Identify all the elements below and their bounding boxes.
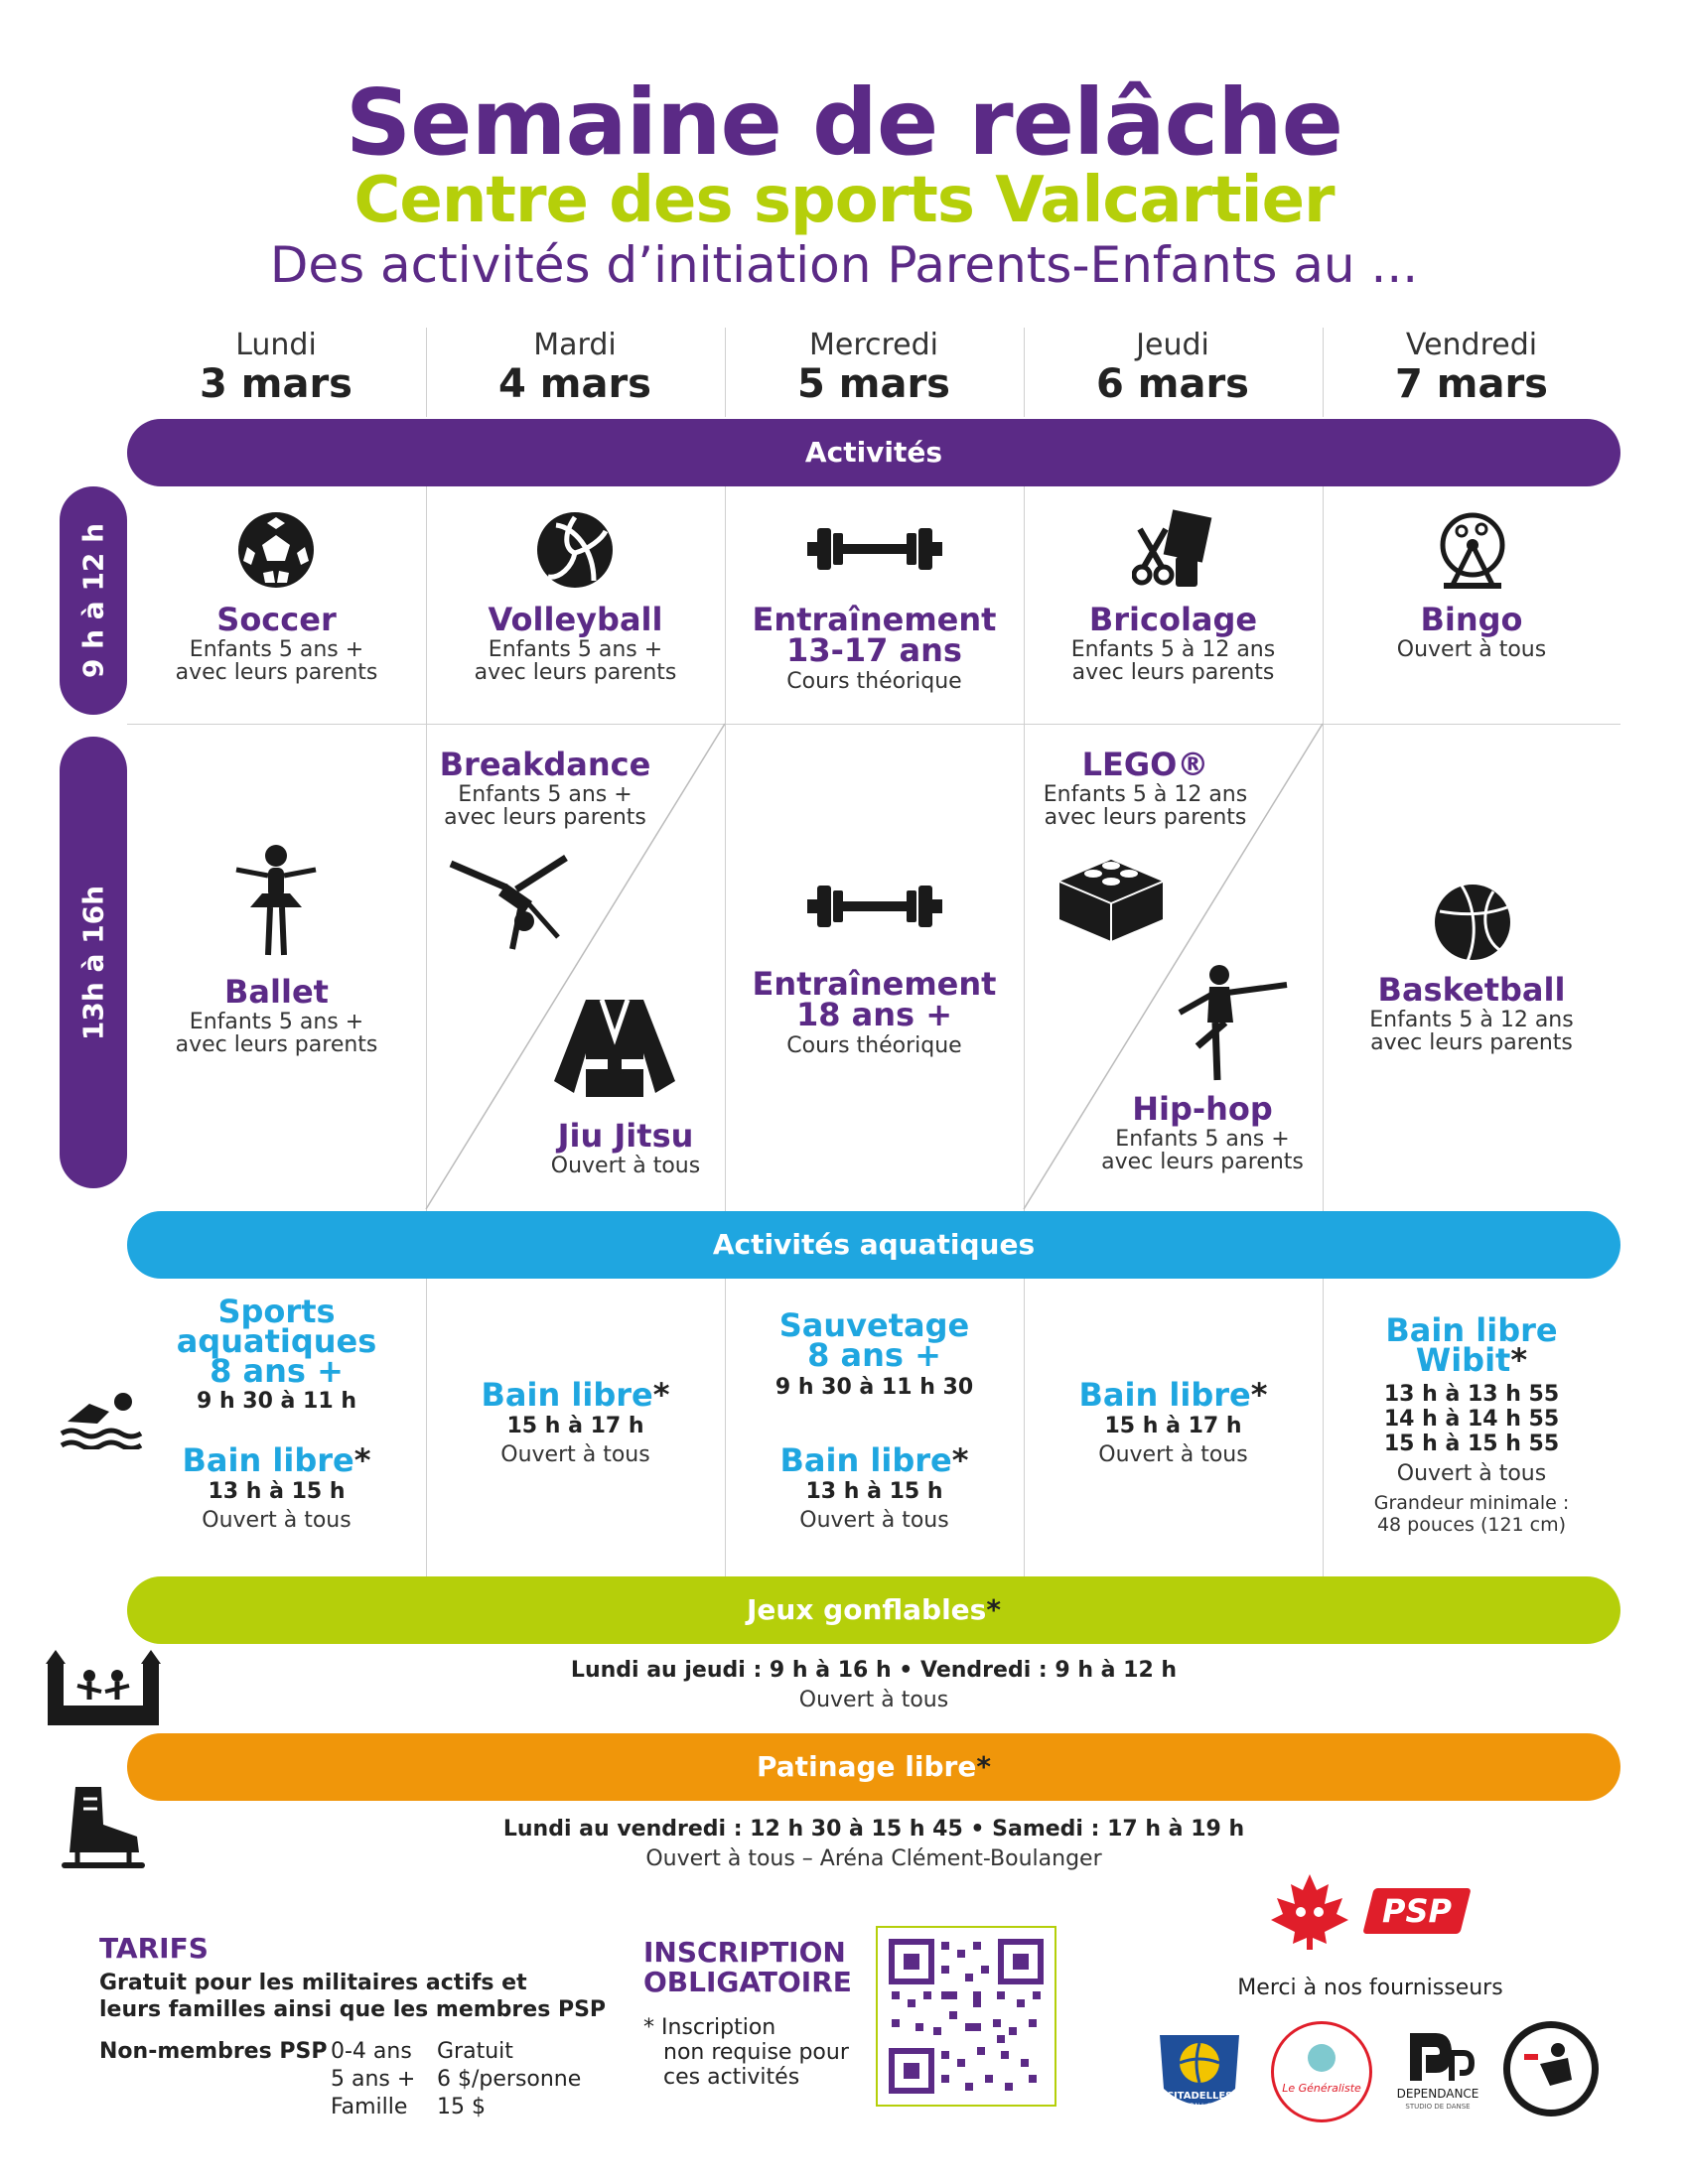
activity-name: Entraînement	[752, 965, 997, 1003]
aquatic-note: Ouvert à tous	[1098, 1442, 1248, 1467]
aquatic-note: Ouvert à tous	[1396, 1461, 1547, 1486]
afternoon-slot-label: 13h à 16h	[76, 885, 110, 1040]
activities-banner-label: Activités	[804, 436, 943, 469]
aquatic-note: Ouvert à tous	[500, 1442, 650, 1467]
aquatic-time: 15 h à 15 h 55	[1383, 1432, 1560, 1456]
inflatable-schedule: Lundi au jeudi : 9 h à 16 h • Vendredi : 9 h à 12 h	[570, 1658, 1178, 1683]
inflatable-banner-label: Jeux gonflables	[747, 1593, 987, 1626]
activity-name: Bingo	[1420, 601, 1523, 638]
breakdancer-icon	[447, 844, 576, 953]
day-name: Mardi	[533, 328, 617, 362]
activity-audience: avec leurs parents	[444, 805, 646, 830]
activity-audience: Enfants 5 ans +	[488, 637, 663, 662]
day-date: 6 mars	[1096, 361, 1249, 407]
day-date: 3 mars	[200, 361, 352, 407]
aquatic-activity-label: Bain libre	[779, 1441, 952, 1479]
page-title: Semaine de relâche	[345, 69, 1343, 176]
activity-audience: Cours théorique	[786, 669, 962, 694]
citadelles-logo	[1150, 2025, 1249, 2124]
citadelles-subtext: VOLLEYBALL QUÉBEC	[1167, 2103, 1232, 2110]
day-name: Lundi	[235, 328, 317, 362]
activity-audience: Enfants 5 ans +	[458, 782, 633, 807]
bingo-cage-icon	[1432, 509, 1513, 591]
activity-audience: Enfants 5 ans +	[189, 637, 364, 662]
activity-audience: avec leurs parents	[175, 1032, 378, 1057]
aquatic-activity-name: aquatiques	[176, 1322, 377, 1360]
activity-audience: avec leurs parents	[175, 660, 378, 685]
inscription-note: * Inscription	[643, 2015, 776, 2040]
aquatic-time: 15 h à 17 h	[506, 1414, 644, 1438]
activity-audience: Enfants 5 à 12 ans	[1369, 1008, 1574, 1032]
activity-audience: Ouvert à tous	[1396, 637, 1547, 662]
activity-age: 13-17 ans	[786, 631, 962, 669]
generaliste-logo	[1271, 2021, 1372, 2122]
activity-name: Entraînement	[752, 601, 997, 638]
activity-audience: Enfants 5 ans +	[1115, 1127, 1290, 1152]
aquatic-time: 13 h à 13 h 55	[1383, 1382, 1560, 1407]
aquatic-activity-label: Wibit	[1415, 1341, 1511, 1379]
aquatic-activity-name	[1024, 1376, 1323, 1414]
aquatic-activity-name	[1323, 1341, 1620, 1379]
aquatic-activity-label: Bain libre	[182, 1441, 354, 1479]
tarifs-line: Gratuit pour les militaires actifs et	[99, 1971, 527, 1995]
soccer-ball-icon	[235, 509, 317, 591]
star-marker: *	[652, 1376, 670, 1414]
sponsors-thanks: Merci à nos fournisseurs	[1237, 1976, 1503, 2000]
morning-slot-label: 9 h à 12 h	[76, 522, 110, 679]
dependance-subtext: STUDIO DE DANSE	[1405, 2103, 1471, 2111]
tarifs-age: 5 ans +	[331, 2067, 416, 2092]
star-marker: *	[1510, 1341, 1528, 1379]
activity-audience: Enfants 5 à 12 ans	[1043, 782, 1248, 807]
activity-audience: avec leurs parents	[1101, 1150, 1304, 1174]
crafts-icon	[1132, 509, 1217, 591]
activity-name: Soccer	[216, 601, 337, 638]
day-name: Vendredi	[1405, 328, 1538, 362]
activity-audience: Cours théorique	[786, 1033, 962, 1058]
skating-note: Ouvert à tous – Aréna Clément-Boulanger	[645, 1846, 1102, 1871]
morning-slot-tab	[60, 486, 127, 715]
aquatic-activity-name	[725, 1441, 1024, 1479]
day-date: 7 mars	[1395, 361, 1548, 407]
hip-hop-dancer-icon	[1178, 963, 1293, 1086]
jiu-jitsu-gi-icon	[552, 996, 677, 1100]
activity-audience: avec leurs parents	[1044, 805, 1247, 830]
inscription-title: OBLIGATOIRE	[643, 1966, 852, 1998]
inflatable-banner	[127, 1576, 1620, 1644]
martial-arts-figure-icon	[1510, 2028, 1592, 2110]
activity-audience: Ouvert à tous	[550, 1154, 701, 1178]
star-marker: *	[976, 1750, 991, 1783]
activity-name: Jiu Jitsu	[557, 1117, 694, 1155]
skating-banner-label: Patinage libre	[757, 1750, 977, 1783]
aquatic-banner	[127, 1211, 1620, 1279]
maple-leaf-family-logo	[1269, 1872, 1350, 1952]
skating-banner	[127, 1733, 1620, 1801]
star-marker: *	[1250, 1376, 1268, 1414]
activity-audience: avec leurs parents	[1071, 660, 1275, 685]
activity-name: LEGO®	[1081, 746, 1209, 783]
aquatic-activity-name: Sports	[217, 1293, 336, 1330]
aquatic-banner-label: Activités aquatiques	[712, 1228, 1036, 1261]
day-date: 5 mars	[797, 361, 950, 407]
star-marker: *	[951, 1441, 969, 1479]
star-marker: *	[986, 1593, 1001, 1626]
aquatic-requirement: Grandeur minimale :	[1373, 1492, 1570, 1514]
activity-name: Breakdance	[439, 746, 651, 783]
aquatic-activity-label: Bain libre	[481, 1376, 653, 1414]
day-date: 4 mars	[498, 361, 651, 407]
aquatic-activity-age: 8 ans +	[807, 1336, 941, 1374]
volleyball-icon	[534, 509, 616, 591]
lego-brick-icon	[1055, 844, 1167, 943]
activity-audience: avec leurs parents	[474, 660, 677, 685]
dependance-text: DEPENDANCE	[1396, 2087, 1479, 2101]
tarifs-line: leurs familles ainsi que les membres PSP	[99, 1997, 607, 2022]
aquatic-activity-name: Bain libre	[1385, 1311, 1558, 1349]
aquatic-time: 13 h à 15 h	[805, 1479, 943, 1504]
aquatic-activity-label: Bain libre	[1078, 1376, 1251, 1414]
star-marker: *	[353, 1441, 371, 1479]
tarifs-price: Gratuit	[437, 2039, 513, 2064]
aquatic-time: 15 h à 17 h	[1104, 1414, 1242, 1438]
inscription-note: ces activités	[663, 2065, 800, 2090]
qr-code-icon	[878, 1928, 1055, 2105]
tarifs-label: Non-membres PSP	[99, 2039, 328, 2064]
qr-code[interactable]	[876, 1926, 1056, 2107]
aquatic-time: 13 h à 15 h	[208, 1479, 346, 1504]
tarifs-price: 15 $	[437, 2095, 486, 2119]
aquatic-time: 14 h à 14 h 55	[1383, 1407, 1560, 1432]
activity-audience: Enfants 5 ans +	[189, 1010, 364, 1034]
aquatic-time: 9 h 30 à 11 h	[196, 1389, 356, 1414]
psp-logo-text: PSP	[1382, 1892, 1452, 1930]
activity-name: Bricolage	[1088, 601, 1258, 638]
citadelles-text: CITADELLES	[1166, 2091, 1233, 2102]
citadelles-shield-icon	[1150, 2025, 1249, 2124]
tarifs-title: TARIFS	[99, 1932, 209, 1965]
dumbbell-icon	[807, 524, 942, 574]
activity-name: Hip-hop	[1132, 1090, 1273, 1128]
aquatic-activity-age: 8 ans +	[210, 1352, 344, 1390]
inscription-note: non requise pour	[663, 2040, 849, 2065]
aquatic-activity-name	[127, 1441, 426, 1479]
day-name: Jeudi	[1136, 328, 1209, 362]
jiu-jitsu-school-logo	[1503, 2021, 1599, 2116]
skating-schedule: Lundi au vendredi : 12 h 30 à 15 h 45 • Samedi : 17 h à 19 h	[502, 1817, 1245, 1842]
inscription-title: INSCRIPTION	[643, 1936, 846, 1969]
aquatic-requirement: 48 pouces (121 cm)	[1376, 1514, 1567, 1536]
aquatic-note: Ouvert à tous	[799, 1508, 949, 1533]
activity-name: Ballet	[224, 973, 329, 1011]
tagline: Des activités d’initiation Parents-Enfants au ...	[269, 236, 1419, 294]
activity-name: Volleyball	[488, 601, 663, 638]
activity-audience: Enfants 5 à 12 ans	[1070, 637, 1276, 662]
afternoon-slot-tab	[60, 737, 127, 1188]
day-name: Mercredi	[808, 328, 939, 362]
activities-banner	[127, 419, 1620, 486]
aquatic-note: Ouvert à tous	[202, 1508, 352, 1533]
dependance-logo	[1386, 2025, 1489, 2120]
tarifs-price: 6 $/personne	[437, 2067, 582, 2092]
aquatic-activity-name	[426, 1376, 725, 1414]
tarifs-age: Famille	[331, 2095, 408, 2119]
aquatic-time: 9 h 30 à 11 h 30	[774, 1375, 974, 1400]
page-subtitle: Centre des sports Valcartier	[353, 164, 1335, 237]
ballet-dancer-icon	[230, 842, 322, 961]
activity-name: Basketball	[1377, 971, 1566, 1009]
dependance-mark-icon	[1386, 2025, 1489, 2085]
dumbbell-icon	[807, 882, 942, 931]
inflatable-note: Ouvert à tous	[798, 1688, 949, 1712]
aquatic-activity-name: Sauvetage	[778, 1306, 970, 1344]
psp-logo	[1362, 1888, 1471, 1934]
generaliste-figure-icon	[1274, 2024, 1369, 2119]
activity-audience: avec leurs parents	[1370, 1030, 1573, 1055]
basketball-icon	[1432, 882, 1513, 963]
tarifs-age: 0-4 ans	[331, 2039, 412, 2064]
generaliste-text: Le Généraliste	[1282, 2082, 1361, 2095]
activity-age: 18 ans +	[795, 996, 953, 1033]
